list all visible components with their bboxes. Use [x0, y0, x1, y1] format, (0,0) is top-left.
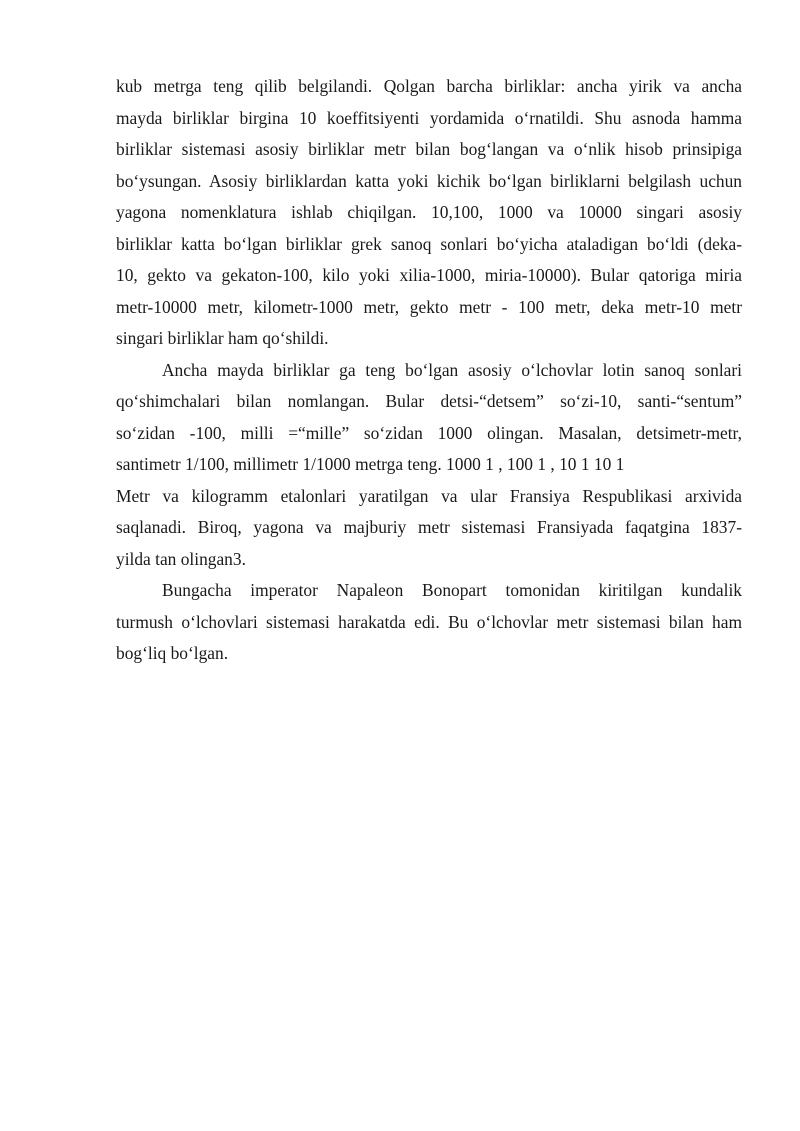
- text-line: boʻysungan. Asosiy birliklardan katta yoki kichik boʻlgan birliklarni belgilash uchun: [116, 170, 742, 191]
- paragraph-4: [116, 575, 742, 670]
- text-line: yilda tan olingan3.: [116, 548, 246, 569]
- text-line: Bungacha imperator Napaleon Bonopart tomonidan kiritilgan kundalik: [162, 580, 742, 600]
- text-line: birliklar katta boʻlgan birliklar grek sanoq sonlari boʻyicha ataladigan boʻldi (deka-: [116, 233, 742, 254]
- text-line: soʻzidan -100, milli =“mille” soʻzidan 1000 olingan. Masalan, detsimetr-metr,: [116, 422, 742, 443]
- text-line: bogʻliq boʻlgan.: [116, 643, 229, 663]
- paragraph-2: [116, 355, 742, 481]
- body-text: [116, 71, 742, 670]
- text-line: yagona nomenklatura ishlab chiqilgan. 10,100, 1000 va 10000 singari asosiy: [116, 202, 742, 222]
- text-line: metr-10000 metr, kilometr-1000 metr, gekto metr - 100 metr, deka metr-10 metr: [116, 296, 742, 317]
- text-line: Ancha mayda birliklar ga teng boʻlgan asosiy oʻlchovlar lotin sanoq sonlari: [162, 359, 742, 380]
- text-line: kub metrga teng qilib belgilandi. Qolgan barcha birliklar: ancha yirik va ancha: [116, 76, 742, 96]
- text-line: birliklar sistemasi asosiy birliklar metr bilan bogʻlangan va oʻnlik hisob prinsipiga: [116, 139, 742, 159]
- text-line: turmush oʻlchovlari sistemasi harakatda edi. Bu oʻlchovlar metr sistemasi bilan ham: [116, 611, 742, 632]
- paragraph-1: [116, 71, 742, 355]
- text-line: qoʻshimchalari bilan nomlangan. Bular detsi-“detsem” soʻzi-10, santi-“sentum”: [116, 391, 742, 411]
- paragraph-3: [116, 481, 742, 576]
- text-line: singari birliklar ham qoʻshildi.: [116, 328, 329, 348]
- text-line: saqlanadi. Biroq, yagona va majburiy metr sistemasi Fransiyada faqatgina 1837-: [116, 517, 742, 537]
- text-line: mayda birliklar birgina 10 koeffitsiyenti yordamida oʻrnatildi. Shu asnoda hamma: [116, 107, 742, 128]
- text-line: 10, gekto va gekaton-100, kilo yoki xilia-1000, miria-10000). Bular qatoriga miria: [116, 265, 742, 285]
- text-line: santimetr 1/100, millimetr 1/1000 metrga teng. 1000 1 , 100 1 , 10 1 10 1: [116, 454, 625, 474]
- text-line: Metr va kilogramm etalonlari yaratilgan va ular Fransiya Respublikasi arxivida: [116, 485, 742, 506]
